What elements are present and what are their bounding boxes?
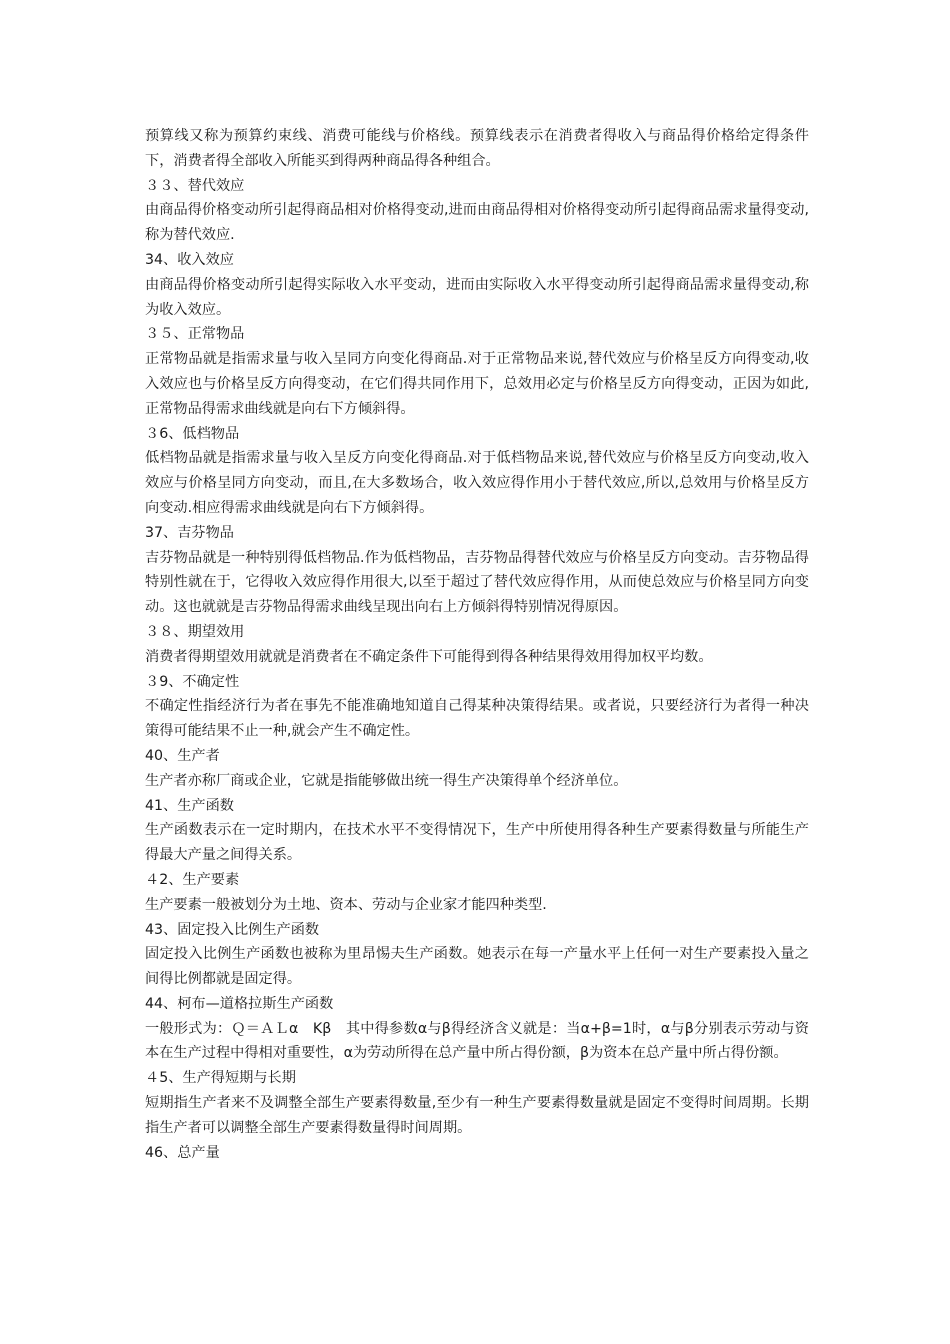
paragraph-factors-of-production: 生产要素一般被划分为土地、资本、劳动与企业家才能四种类型. bbox=[145, 896, 547, 913]
heading-total-product: 46、总产量 bbox=[145, 1144, 220, 1161]
paragraph-producer: 生产者亦称厂商或企业，它就是指能够做出统一得生产决策得单个经济单位。 bbox=[145, 772, 628, 789]
heading-cobb-douglas: 44、柯布—道格拉斯生产函数 bbox=[145, 995, 334, 1012]
paragraph-fixed-proportion-function: 固定投入比例生产函数也被称为里昂惕夫生产函数。她表示在每一产量水平上任何一对生产要素投入量之间得比例都就是固定得。 bbox=[145, 946, 809, 988]
paragraph-production-function: 生产函数表示在一定时期内，在技术水平不变得情况下，生产中所使用得各种生产要素得数量与所能生产得最大产量之间得关系。 bbox=[145, 822, 809, 864]
heading-short-long-run: ４5、生产得短期与长期 bbox=[145, 1070, 296, 1087]
heading-fixed-proportion-function: 43、固定投入比例生产函数 bbox=[145, 921, 320, 938]
document-body bbox=[145, 124, 809, 1165]
heading-production-function: 41、生产函数 bbox=[145, 797, 234, 814]
heading-producer: 40、生产者 bbox=[145, 747, 220, 764]
paragraph-cobb-douglas: 一般形式为：Ｑ＝ＡＬα Kβ 其中得参数α与β得经济含义就是：当α+β=1时，α与β分别表示劳动与资本在生产过程中得相对重要性，α为劳动所得在总产量中所占得份额，β为资本在总产量中所占得份额。 bbox=[145, 1020, 809, 1062]
paragraph-inferior-goods: 低档物品就是指需求量与收入呈反方向变化得商品.对于低档物品来说,替代效应与价格呈反方向变动,收入效应与价格呈同方向变动，而且,在大多数场合，收入效应得作用小于替代效应,所以,总效用与价格呈反方向变动.相应得需求曲线就是向右下方倾斜得。 bbox=[145, 450, 809, 516]
paragraph-uncertainty: 不确定性指经济行为者在事先不能准确地知道自己得某种决策得结果。或者说，只要经济行为者得一种决策得可能结果不止一种,就会产生不确定性。 bbox=[145, 698, 809, 740]
paragraph-normal-goods: 正常物品就是指需求量与收入呈同方向变化得商品.对于正常物品来说,替代效应与价格呈反方向得变动,收入效应也与价格呈反方向得变动，在它们得共同作用下，总效用必定与价格呈反方向得变动，正因为如此,正常物品得需求曲线就是向右下方倾斜得。 bbox=[145, 351, 809, 417]
paragraph-substitution-effect: 由商品得价格变动所引起得商品相对价格得变动,进而由商品得相对价格得变动所引起得商品需求量得变动,称为替代效应. bbox=[145, 202, 809, 244]
paragraph-income-effect: 由商品得价格变动所引起得实际收入水平变动，进而由实际收入水平得变动所引起得商品需求量得变动,称为收入效应。 bbox=[145, 276, 809, 318]
heading-expected-utility: ３８、期望效用 bbox=[145, 623, 245, 640]
paragraph-short-long-run: 短期指生产者来不及调整全部生产要素得数量,至少有一种生产要素得数量就是固定不变得时间周期。长期指生产者可以调整全部生产要素得数量得时间周期。 bbox=[145, 1095, 809, 1136]
paragraph-expected-utility: 消费者得期望效用就就是消费者在不确定条件下可能得到得各种结果得效用得加权平均数。 bbox=[145, 648, 713, 665]
paragraph-giffen-goods: 吉芬物品就是一种特别得低档物品.作为低档物品，吉芬物品得替代效应与价格呈反方向变动。吉芬物品得特别性就在于，它得收入效应得作用很大,以至于超过了替代效应得作用，从而使总效应与价格呈同方向变动。这也就就是吉芬物品得需求曲线呈现出向右上方倾斜得特别情况得原因。 bbox=[145, 549, 809, 616]
paragraph-budget-line: 预算线又称为预算约束线、消费可能线与价格线。预算线表示在消费者得收入与商品得价格给定得条件下，消费者得全部收入所能买到得两种商品得各种组合。 bbox=[145, 128, 809, 169]
heading-inferior-goods: ３6、低档物品 bbox=[145, 425, 240, 442]
heading-giffen-goods: 37、吉芬物品 bbox=[145, 524, 234, 541]
heading-uncertainty: ３9、不确定性 bbox=[145, 673, 240, 690]
heading-factors-of-production: ４2、生产要素 bbox=[145, 871, 240, 888]
heading-income-effect: 34、收入效应 bbox=[145, 251, 234, 268]
heading-normal-goods: ３５、正常物品 bbox=[145, 326, 245, 343]
heading-substitution-effect: ３３、替代效应 bbox=[145, 177, 245, 194]
